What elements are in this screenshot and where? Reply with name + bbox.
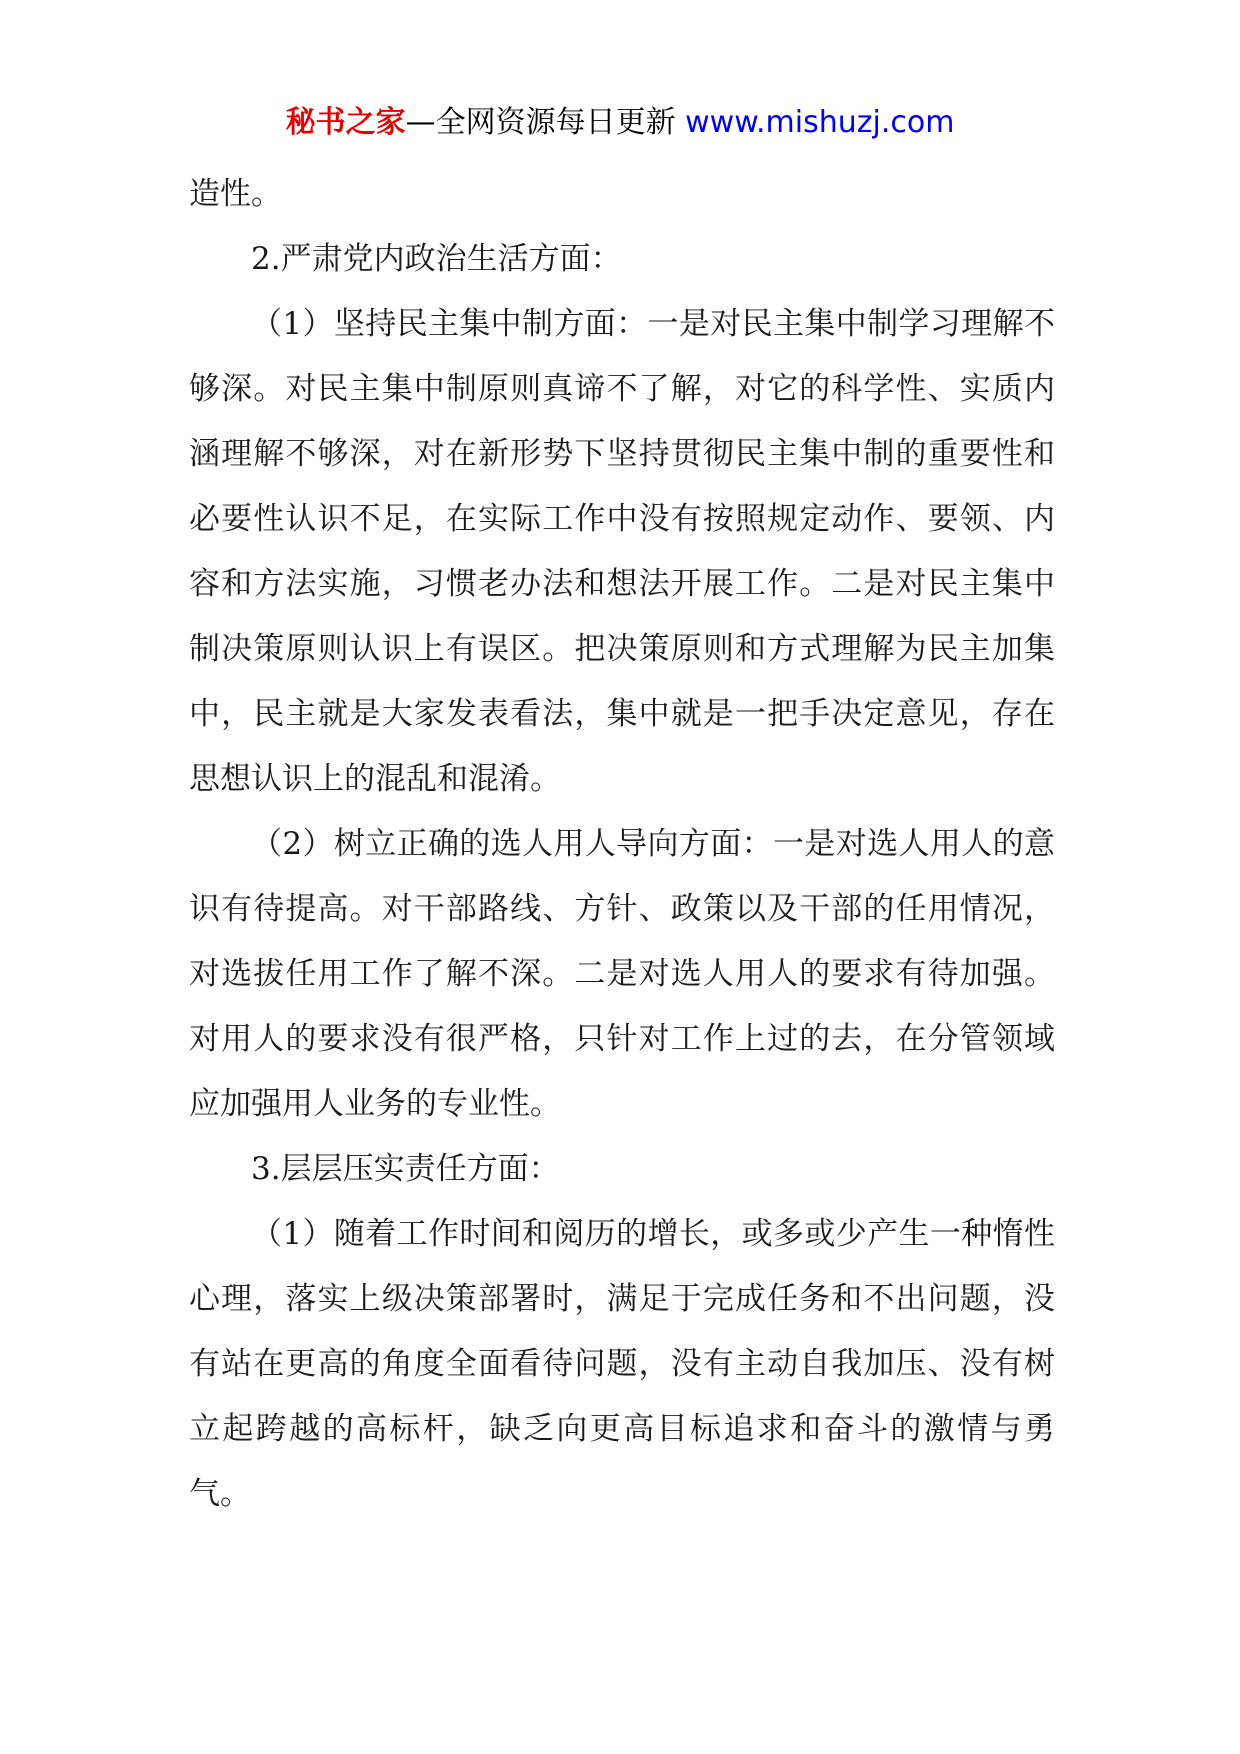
header-slogan: —全网资源每日更新 [405, 105, 686, 140]
section-heading: 3.层层压实责任方面： [251, 1151, 560, 1187]
paragraph: （1）随着工作时间和阅历的增长，或多或少产生一种惰性心理，落实上级决策部署时，满足于完成任务和不出问题，没有站在更高的角度全面看待问题，没有主动自我加压、没有树立起跨越的高标杆，缺乏向更高目标追求和奋斗的激情与勇气。 [189, 1216, 1055, 1512]
header-brand: 秘书之家 [285, 105, 406, 140]
page-header [0, 98, 1240, 148]
header-site-link[interactable]: www.mishuzj.com [685, 105, 955, 140]
section-heading: 2.严肃党内政治生活方面： [251, 241, 622, 277]
paragraph-continuation: 造性。 [189, 176, 282, 212]
document-body [189, 162, 1055, 1527]
paragraph: （2）树立正确的选人用人导向方面：一是对选人用人的意识有待提高。对干部路线、方针、政策以及干部的任用情况，对选拔任用工作了解不深。二是对选人用人的要求有待加强。对用人的要求没有很严格，只针对工作上过的去，在分管领域应加强用人业务的专业性。 [189, 826, 1055, 1122]
paragraph: （1）坚持民主集中制方面：一是对民主集中制学习理解不够深。对民主集中制原则真谛不了解，对它的科学性、实质内涵理解不够深，对在新形势下坚持贯彻民主集中制的重要性和必要性认识不足，在实际工作中没有按照规定动作、要领、内容和方法实施，习惯老办法和想法开展工作。二是对民主集中制决策原则认识上有误区。把决策原则和方式理解为民主加集中，民主就是大家发表看法，集中就是一把手决定意见，存在思想认识上的混乱和混淆。 [189, 306, 1055, 797]
